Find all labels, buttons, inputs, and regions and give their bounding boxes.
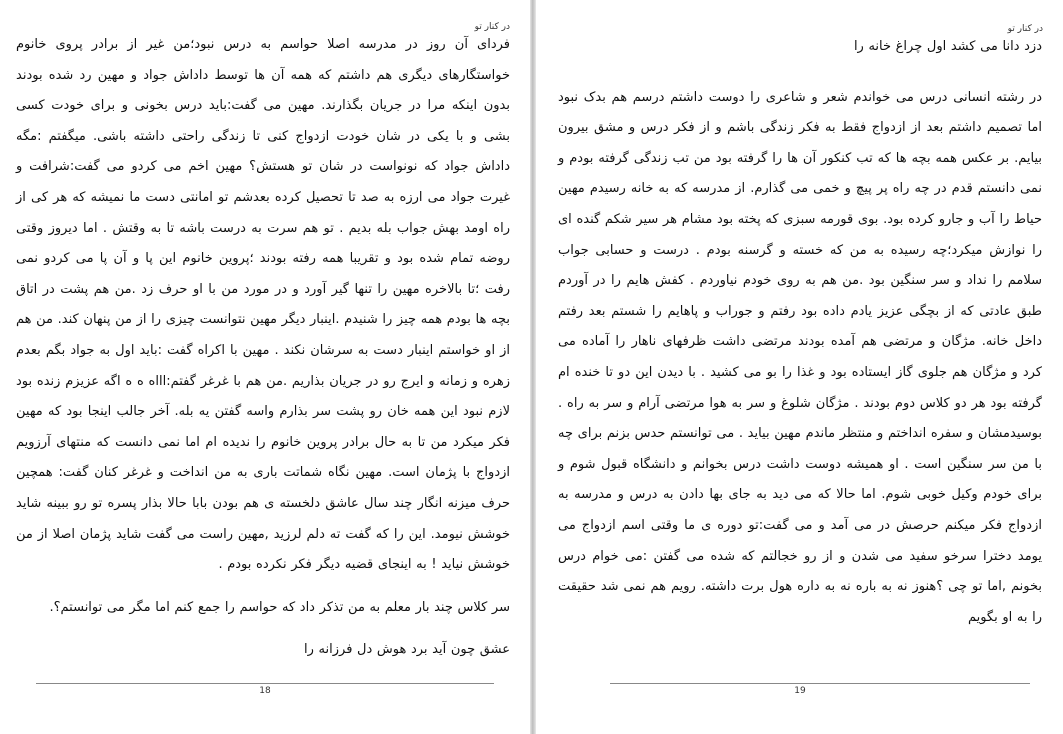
right-page xyxy=(536,0,1063,734)
footer-rule xyxy=(610,683,1030,684)
left-page xyxy=(0,0,530,734)
paragraph: در رشته انسانی درس می خواندم شعر و شاعری را دوست داشتم درسم هم بدک نبود اما تصمیم داشتم بعد از ازدواج فقط به فکر زندگی باشم و از فکر درس و مشق بیرون بیایم. بر عکس همه بچه ها که تب کنکور آن ها را گرفته بود من تب زندگی گرفته بودم و نمی دانستم قدم در چه راه پر پیچ و خمی می گذارم. از مدرسه که به خانه رسیدم مهین حیاط را آب و جارو کرده بود. بوی قورمه سبزی که پخته بود مشام هر سیر شکم گنده ای را نوازش میکرد؛چه رسیده به من که خسته و گرسنه بودم . درست و حسابی جواب سلامم را نداد و سر سنگین بود .من هم به روی خودم نیاوردم . کفش هایم را در آوردم طبق عادتی که از بچگی عزیز یادم داده بود رفتم و جوراب و پاهایم را شستم بعد رفتم داخل خانه. مژگان و مرتضی هم آمده بودند مرتضی داشت ظرفهای ناهار را آماده می کرد و مژگان هم جلوی گاز ایستاده بود و غذا را بو می کشید . با دیدن این دو تا خنده ام گرفته بود هر دو کلاس دوم بودند . مژگان شلوغ و سر به هوا مرتضی آرام و سر به راه . بوسیدمشان و سفره انداختم و منتظر ماندم مهین بیاید . می توانستم حدس بزنم برای چه با من سر سنگین است . او همیشه دوست داشت درس بخوانم و دانشگاه قبول شوم و برای خودم وکیل خوبی شوم. اما حالا که می دید به جای بها دادن به درس و مدرسه به ازدواج فکر میکنم حرصش در می آمد و می گفت:تو دوره ی ما وقتی اسم ازدواج می یومد دخترا سرخو سفید می شدن و از رو خجالتم که شده می گفتن :می خوام درس بخونم ,اما تو چی ؟هنوز نه به باره نه به داره هول برت داشته. رویم هم نمی شد حقیقت را به او بگویم xyxy=(558,89,1042,625)
paragraph: سر کلاس چند بار معلم به من تذکر داد که حواسم را جمع کنم اما مگر می توانستم؟. xyxy=(49,599,510,615)
page-number: 18 xyxy=(259,686,271,696)
page-body xyxy=(16,30,510,666)
poem-line: دزد دانا می کشد اول چراغ خانه را xyxy=(853,39,1042,54)
page-body xyxy=(558,32,1042,633)
poem-line: عشق چون آید برد هوش دل فرزانه را xyxy=(304,642,510,658)
footer-rule xyxy=(36,683,494,684)
running-head: در کنار تو xyxy=(474,22,510,32)
paragraph: فردای آن روز در مدرسه اصلا حواسم به درس نبود؛من غیر از برادر پروی خانوم خواستگارهای دیگری هم داشتم که همه آن ها توسط داداش جواد و مهین رد شده بودند بدون اینکه مرا در جریان بگذارند. مهین می گفت:باید درس بخونی و برای خودت کسی بشی و با یکی در شان خودت ازدواج کنی تا زندگی راحتی داشته باشی. میگفتم :مگه داداش جواد که نونواست در شان تو هستش؟ مهین اخم می کردو می گفت:شرافت و غیرت جواد می ارزه به صد تا تحصیل کرده بعدشم تو امانتی دست ما نمیشه که هر کی از راه اومد بهش جواب بله بدیم . تو هم سرت به درست باشه تا به وقتش . اما دیروز وقتی روضه تمام شده بود و تقریبا همه رفته بودند ؛پروین خانوم این پا و آن پا می کردو نمی رفت ؛تا بالاخره مهین را تنها گیر آورد و در مورد من با او حرف زد .من هم پشت در اتاق بچه ها بودم همه چیز را شنیدم .اینبار دیگر مهین نتوانست چیزی را از من پنهان کند. من هم از او خواستم اینبار دست به سرشان نکند . مهین با اکراه گفت :باید اول به جواد بگم بعدم زهره و زمانه و ایرج رو در جریان بذاریم .من هم با غرغر گفتم:اااه ه ه اگه عزیزم زنده بود لازم نبود این همه خان رو پشت سر بذارم واسه گفتن یه بله. آخر جالب اینجا بود که مهین فکر میکرد من تا به حال برادر پروین خانوم را ندیده ام اما نمی دانست که منتهای آرزویم ازدواج با پژمان است. مهین نگاه شماتت باری به من انداخت و غرغر کنان گفت: همچین حرف میزنه انگار چند سال عاشق دلخسته ی هم بودن بابا حالا بذار پسره تو رو ببینه شاید خوشش نیومد. این را که گفت ته دلم لرزید ,مهین راست می گفت شاید پژمان اصلا از من خوشش نیاید ! به اینجای قضیه دیگر فکر نکرده بودم . xyxy=(16,37,510,573)
page-number: 19 xyxy=(794,686,806,696)
running-head: در کنار تو xyxy=(1007,24,1043,34)
